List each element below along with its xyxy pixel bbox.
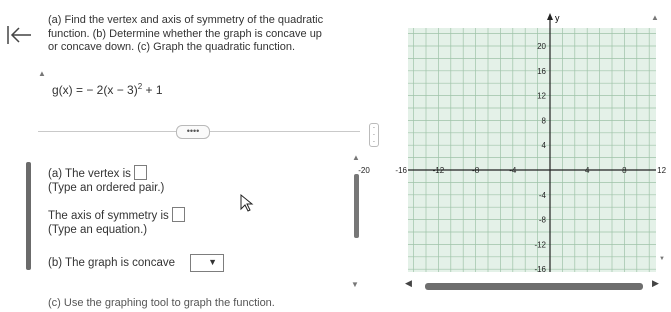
graph-background bbox=[408, 28, 656, 275]
y-axis-arrow-icon bbox=[547, 13, 553, 20]
axis-answer-input[interactable] bbox=[172, 207, 185, 222]
formula-rhs: + 1 bbox=[145, 83, 163, 97]
graph-scroll-up-icon[interactable]: ▲ bbox=[651, 13, 659, 22]
y-tick-label: -8 bbox=[538, 215, 546, 225]
formula-exponent: 2 bbox=[137, 82, 143, 91]
vertex-answer-input[interactable] bbox=[134, 165, 147, 180]
y-axis-label: y bbox=[555, 13, 560, 23]
expand-button[interactable]: •••• bbox=[176, 125, 210, 139]
y-tick-label: -12 bbox=[534, 240, 546, 250]
x-tick-label: -12 bbox=[432, 166, 445, 175]
vertex-prompt: (a) The vertex is bbox=[48, 168, 131, 180]
back-arrow-icon[interactable] bbox=[6, 24, 32, 46]
scroll-left-icon[interactable]: ◀ bbox=[405, 278, 412, 288]
vertex-row bbox=[48, 165, 147, 180]
function-formula bbox=[52, 82, 163, 97]
coordinate-graph[interactable] bbox=[358, 10, 667, 280]
dropdown-arrow-icon: ▼ bbox=[208, 257, 217, 267]
left-scrollbar[interactable] bbox=[26, 162, 31, 270]
splitter-handle[interactable]: · · · bbox=[369, 123, 379, 147]
concave-dropdown[interactable] bbox=[190, 254, 224, 272]
x-tick-label: -8 bbox=[472, 166, 480, 175]
x-tick-label: 8 bbox=[622, 166, 627, 175]
y-tick-label: -16 bbox=[534, 265, 546, 275]
axis-row bbox=[48, 207, 185, 222]
y-tick-label: 4 bbox=[541, 141, 546, 151]
x-tick-label: 12 bbox=[657, 166, 667, 175]
scroll-up-icon[interactable]: ▲ bbox=[352, 153, 360, 162]
part-c-instruction: (c) Use the graphing tool to graph the function. bbox=[48, 297, 275, 309]
question-text bbox=[48, 14, 323, 55]
graph-scroll-marker-icon: ▼ bbox=[659, 256, 665, 262]
x-tick-label: -20 bbox=[358, 166, 370, 175]
axis-hint: (Type an equation.) bbox=[48, 224, 148, 236]
x-tick-label: -16 bbox=[395, 166, 407, 175]
y-tick-label: 8 bbox=[541, 116, 546, 126]
concave-prompt: (b) The graph is concave bbox=[48, 257, 175, 269]
question-line-1: (a) Find the vertex and axis of symmetry of the quadratic bbox=[48, 14, 324, 26]
graph-grid bbox=[408, 28, 656, 275]
mouse-cursor-icon bbox=[240, 194, 254, 212]
scroll-down-icon[interactable]: ▼ bbox=[351, 280, 359, 289]
scroll-right-icon[interactable]: ▶ bbox=[652, 278, 659, 288]
middle-scrollbar[interactable] bbox=[354, 174, 359, 238]
y-tick-label: -4 bbox=[538, 190, 546, 200]
axis-prompt: The axis of symmetry is bbox=[48, 210, 169, 222]
question-line-3: or concave down. (c) Graph the quadratic function. bbox=[48, 41, 296, 53]
x-tick-label: -4 bbox=[509, 166, 517, 175]
vertex-hint: (Type an ordered pair.) bbox=[48, 182, 165, 194]
question-line-2: function. (b) Determine whether the graph is concave up bbox=[48, 27, 322, 40]
horizontal-scrollbar[interactable] bbox=[425, 283, 643, 290]
x-tick-label: 4 bbox=[584, 166, 590, 175]
scroll-up-icon[interactable]: ▲ bbox=[38, 69, 46, 78]
y-tick-label: 20 bbox=[537, 42, 546, 51]
formula-lhs: g(x) = − 2(x − 3) bbox=[52, 83, 138, 97]
y-tick-label: 16 bbox=[537, 66, 546, 76]
y-tick-label: 12 bbox=[537, 91, 546, 101]
